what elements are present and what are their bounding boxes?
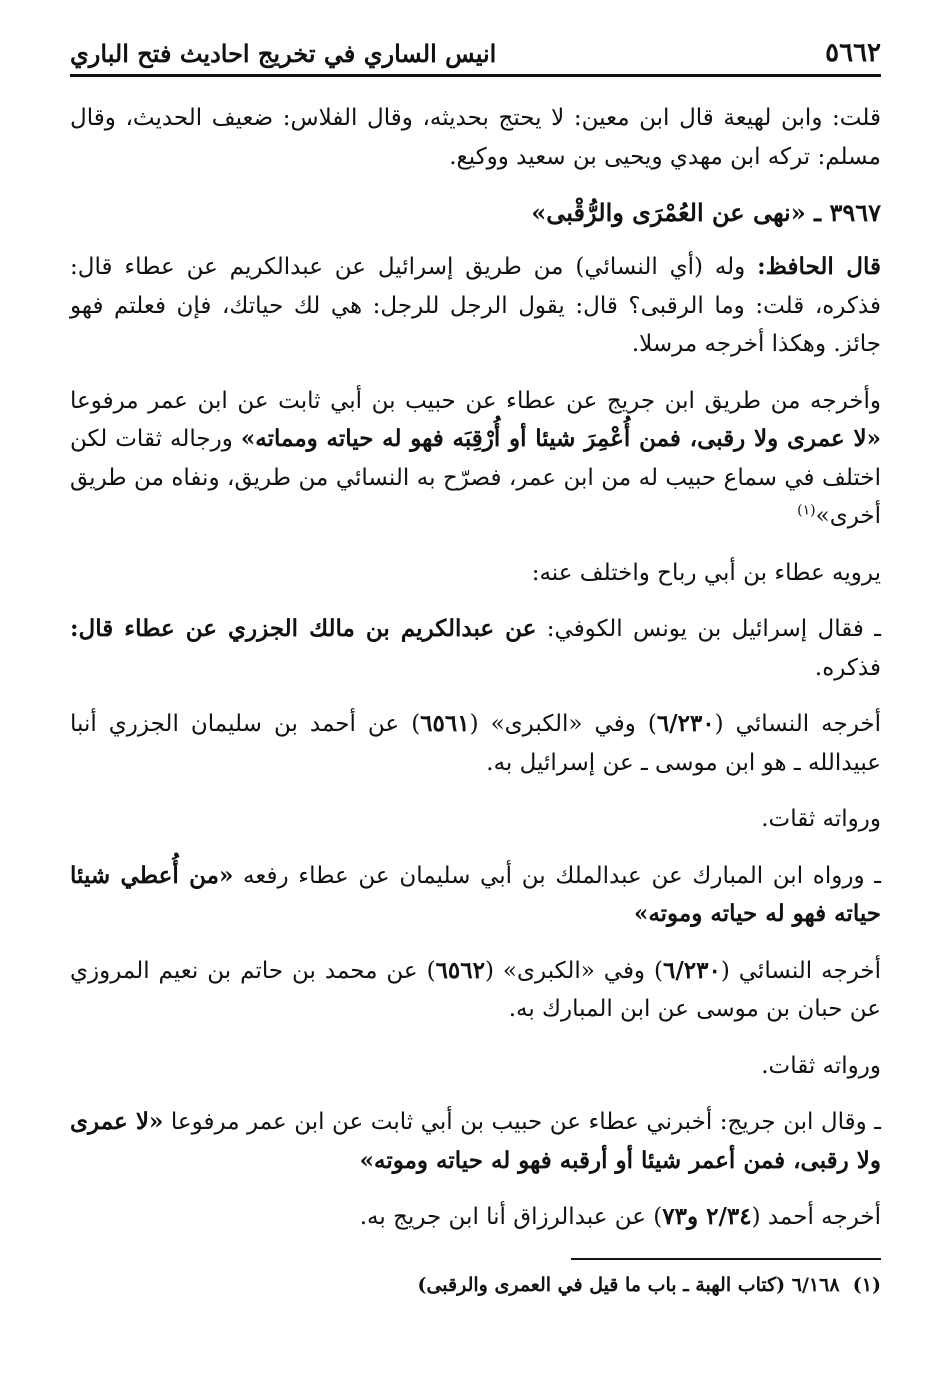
paragraph-1 xyxy=(70,99,881,176)
hadith-text-bold-2: «من أُعطي شيئا حياته فهو له حياته وموته» xyxy=(70,861,881,927)
hadith-heading: ٣٩٦٧ ـ «نهى عن العُمْرَى والرُّقْبى» xyxy=(531,198,881,227)
footnote-divider xyxy=(571,1258,881,1260)
paragraph-1-text: قلت: وابن لهيعة قال ابن معين: لا يحتج بحديثه، وقال الفلاس: ضعيف الحديث، وقال مسلم: تركه ابن مهدي ويحيى بن سعيد ووكيع. xyxy=(70,105,881,170)
paragraph-2 xyxy=(70,248,881,364)
paragraph-12 xyxy=(70,1198,881,1237)
paragraph-9-part3: ) عن محمد بن حاتم بن نعيم المروزي عن حبان بن موسى عن ابن المبارك به. xyxy=(70,957,881,1022)
hafiz-lead: قال الحافظ: xyxy=(757,253,881,280)
paragraph-5 xyxy=(70,610,881,687)
chain-bold: عن عبدالكريم بن مالك الجزري عن عطاء قال: xyxy=(70,615,537,642)
paragraph-10 xyxy=(70,1047,881,1086)
paragraph-4 xyxy=(70,554,881,593)
page-number: ٥٦٦٢ xyxy=(825,38,881,68)
paragraph-11 xyxy=(70,1103,881,1180)
footnote-marker: (١) xyxy=(852,1274,881,1296)
hadith-text-bold: «لا عمرى ولا رقبى، فمن أُعْمِرَ شيئا أو أُرْقِبَه فهو له حياته ومماته» xyxy=(240,425,881,452)
paragraph-8-part1: ـ ورواه ابن المبارك عن عبدالملك بن أبي سليمان عن عطاء رفعه xyxy=(233,862,882,889)
paragraph-5-part1: ـ فقال إسرائيل بن يونس الكوفي: xyxy=(536,616,881,642)
citation-ref-5: ٢/٣٤ و٧٣ xyxy=(662,1203,752,1230)
footnote-text: ٦/١٦٨ (كتاب الهبة ـ باب ما قيل في العمرى والرقبى) xyxy=(417,1274,840,1296)
paragraph-8 xyxy=(70,857,881,934)
hadith-text-bold-3: «لا عمرى ولا رقبى، فمن أعمر شيئا أو أرقبه فهو له حياته وموته» xyxy=(70,1108,881,1174)
paragraph-11-part1: ـ وقال ابن جريج: أخبرني عطاء عن حبيب بن أبي ثابت عن ابن عمر مرفوعا xyxy=(163,1109,881,1135)
paragraph-6-part1: أخرجه النسائي ( xyxy=(714,711,882,737)
footnote-reference[interactable]: (١) xyxy=(797,502,816,519)
paragraph-6 xyxy=(70,705,881,782)
paragraph-2-text: وله (أي النسائي) من طريق إسرائيل عن عبدالكريم عن عطاء قال: فذكره، قلت: وما الرقبى؟ قال: يقول الرجل للرجل: هي لك حياتك، فإن فعلتم فهو جائز. وهكذا أخرجه مرسلا. xyxy=(70,254,881,357)
paragraph-7 xyxy=(70,800,881,839)
paragraph-9-part2: ) وفي «الكبرى» ( xyxy=(485,957,663,984)
citation-ref-4: ٦٥٦٢ xyxy=(435,956,485,984)
paragraph-7-text: ورواته ثقات. xyxy=(761,806,881,832)
paragraph-12-part2: ) عن عبدالرزاق أنا ابن جريج به. xyxy=(359,1204,663,1230)
paragraph-4-text: يرويه عطاء بن أبي رباح واختلف عنه: xyxy=(531,559,881,586)
paragraph-3 xyxy=(70,382,881,536)
paragraph-9 xyxy=(70,952,881,1029)
paragraph-5-part2: فذكره. xyxy=(814,654,881,681)
paragraph-12-part1: أخرجه أحمد ( xyxy=(751,1204,881,1230)
page-header xyxy=(70,38,881,77)
paragraph-10-text: ورواته ثقات. xyxy=(761,1052,881,1079)
paragraph-6-part3: ) عن أحمد بن سليمان الجزري أنبا عبيدالله ـ هو ابن موسى ـ عن إسرائيل به. xyxy=(70,711,881,776)
paragraph-6-part2: ) وفي «الكبرى» ( xyxy=(469,711,657,737)
paragraph-3-part1: وأخرجه من طريق ابن جريج عن عطاء عن حبيب بن أبي ثابت عن ابن عمر مرفوعا xyxy=(70,387,881,414)
citation-ref-3: ٦/٢٣٠ xyxy=(662,956,721,984)
citation-ref-2: ٦٥٦١ xyxy=(420,710,470,737)
paragraph-9-part1: أخرجه النسائي ( xyxy=(720,957,881,984)
footnote xyxy=(70,1270,881,1300)
citation-ref-1: ٦/٢٣٠ xyxy=(656,710,715,737)
paragraph-3-part2: ورجاله ثقات لكن اختلف في سماع حبيب له من ابن عمر، فصرّح به النسائي من طريق، ونفاه من طريق أخرى» xyxy=(70,426,881,529)
running-title: انيس الساري في تخريج احاديث فتح الباري xyxy=(70,39,497,68)
